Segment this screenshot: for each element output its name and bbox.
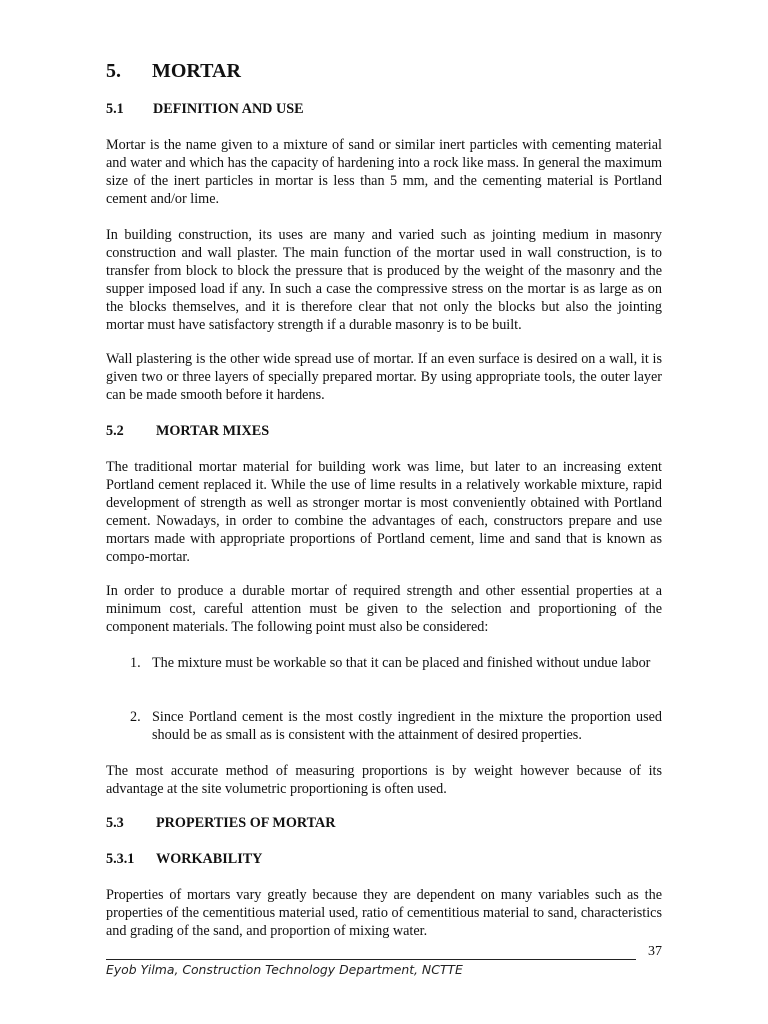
paragraph-mortar-definition: Mortar is the name given to a mixture of sand or similar inert particles with cementing material and water and which has the capacity of hardening into a rock like mass. In general the maximum size of the inert particles in mortar is less than 5 mm, and the cementing material is Portland cement and/or lime. bbox=[106, 137, 662, 207]
section-heading-5-2 bbox=[106, 422, 269, 440]
list-marker: 2. bbox=[130, 709, 141, 725]
paragraph-measuring-proportions: The most accurate method of measuring proportions is by weight however because of its advantage at the site volumetric proportioning is often used. bbox=[106, 763, 662, 797]
chapter-title bbox=[106, 58, 241, 84]
section-number: 5.1 bbox=[106, 101, 124, 117]
list-item bbox=[130, 708, 662, 744]
section-number: 5.2 bbox=[106, 423, 124, 439]
footer-author-line: Eyob Yilma, Construction Technology Department, NCTTE bbox=[106, 962, 463, 977]
paragraph-durable-mortar: In order to produce a durable mortar of required strength and other essential properties at a minimum cost, careful attention must be given to the selection and proportioning of the component materials. The following point must also be considered: bbox=[106, 583, 662, 635]
list-item-text: Since Portland cement is the most costly ingredient in the mixture the proportion used should be as small as is consistent with the attainment of desired properties. bbox=[152, 709, 662, 743]
paragraph-traditional-mortar: The traditional mortar material for building work was lime, but later to an increasing extent Portland cement replaced it. While the use of lime results in a relatively workable mixture, rapid development of strength as well as stronger mortar is most conveniently obtained with Portland cement. Nowadays, in order to combine the advantages of each, constructors prepare and use mortars made with appropriate proportions of Portland cement, lime and sand that is known as compo-mortar. bbox=[106, 459, 662, 565]
section-heading-5-3-1 bbox=[106, 850, 262, 868]
list-item bbox=[130, 654, 662, 672]
list-marker: 1. bbox=[130, 655, 141, 671]
section-title: WORKABILITY bbox=[156, 851, 263, 867]
chapter-title-text: MORTAR bbox=[152, 60, 241, 82]
paragraph-building-uses: In building construction, its uses are many and varied such as jointing medium in masonry construction and wall plaster. The main function of the mortar used in wall construction, is to transfer from block to block the pressure that is produced by the weight of the masonry and the supper imposed load if any. In such a case the compressive stress on the mortar is as large as on the blocks themselves, and it is therefore clear that not only the blocks but also the jointing mortar must have satisfactory strength if a durable masonry is to be built. bbox=[106, 227, 662, 333]
page-number: 37 bbox=[648, 944, 662, 959]
section-title: PROPERTIES OF MORTAR bbox=[156, 815, 336, 831]
list-item-text: The mixture must be workable so that it can be placed and finished without undue labor bbox=[152, 655, 651, 671]
section-number: 5.3.1 bbox=[106, 851, 135, 867]
paragraph-workability: Properties of mortars vary greatly because they are dependent on many variables such as the properties of the cementitious material used, ratio of cementitious material to sand, characteristics and grading of the sand, and proportion of mixing water. bbox=[106, 887, 662, 939]
section-number: 5.3 bbox=[106, 815, 124, 831]
section-heading-5-3 bbox=[106, 814, 336, 832]
footer-rule bbox=[106, 959, 636, 960]
document-page bbox=[106, 0, 662, 1024]
section-heading-5-1 bbox=[106, 100, 304, 118]
section-title: MORTAR MIXES bbox=[156, 423, 270, 439]
section-title: DEFINITION AND USE bbox=[153, 101, 304, 117]
paragraph-wall-plastering: Wall plastering is the other wide spread use of mortar. If an even surface is desired on a wall, it is given two or three layers of specially prepared mortar. By using appropriate tools, the outer layer can be made smooth before it hardens. bbox=[106, 351, 662, 403]
chapter-number: 5. bbox=[106, 60, 121, 82]
